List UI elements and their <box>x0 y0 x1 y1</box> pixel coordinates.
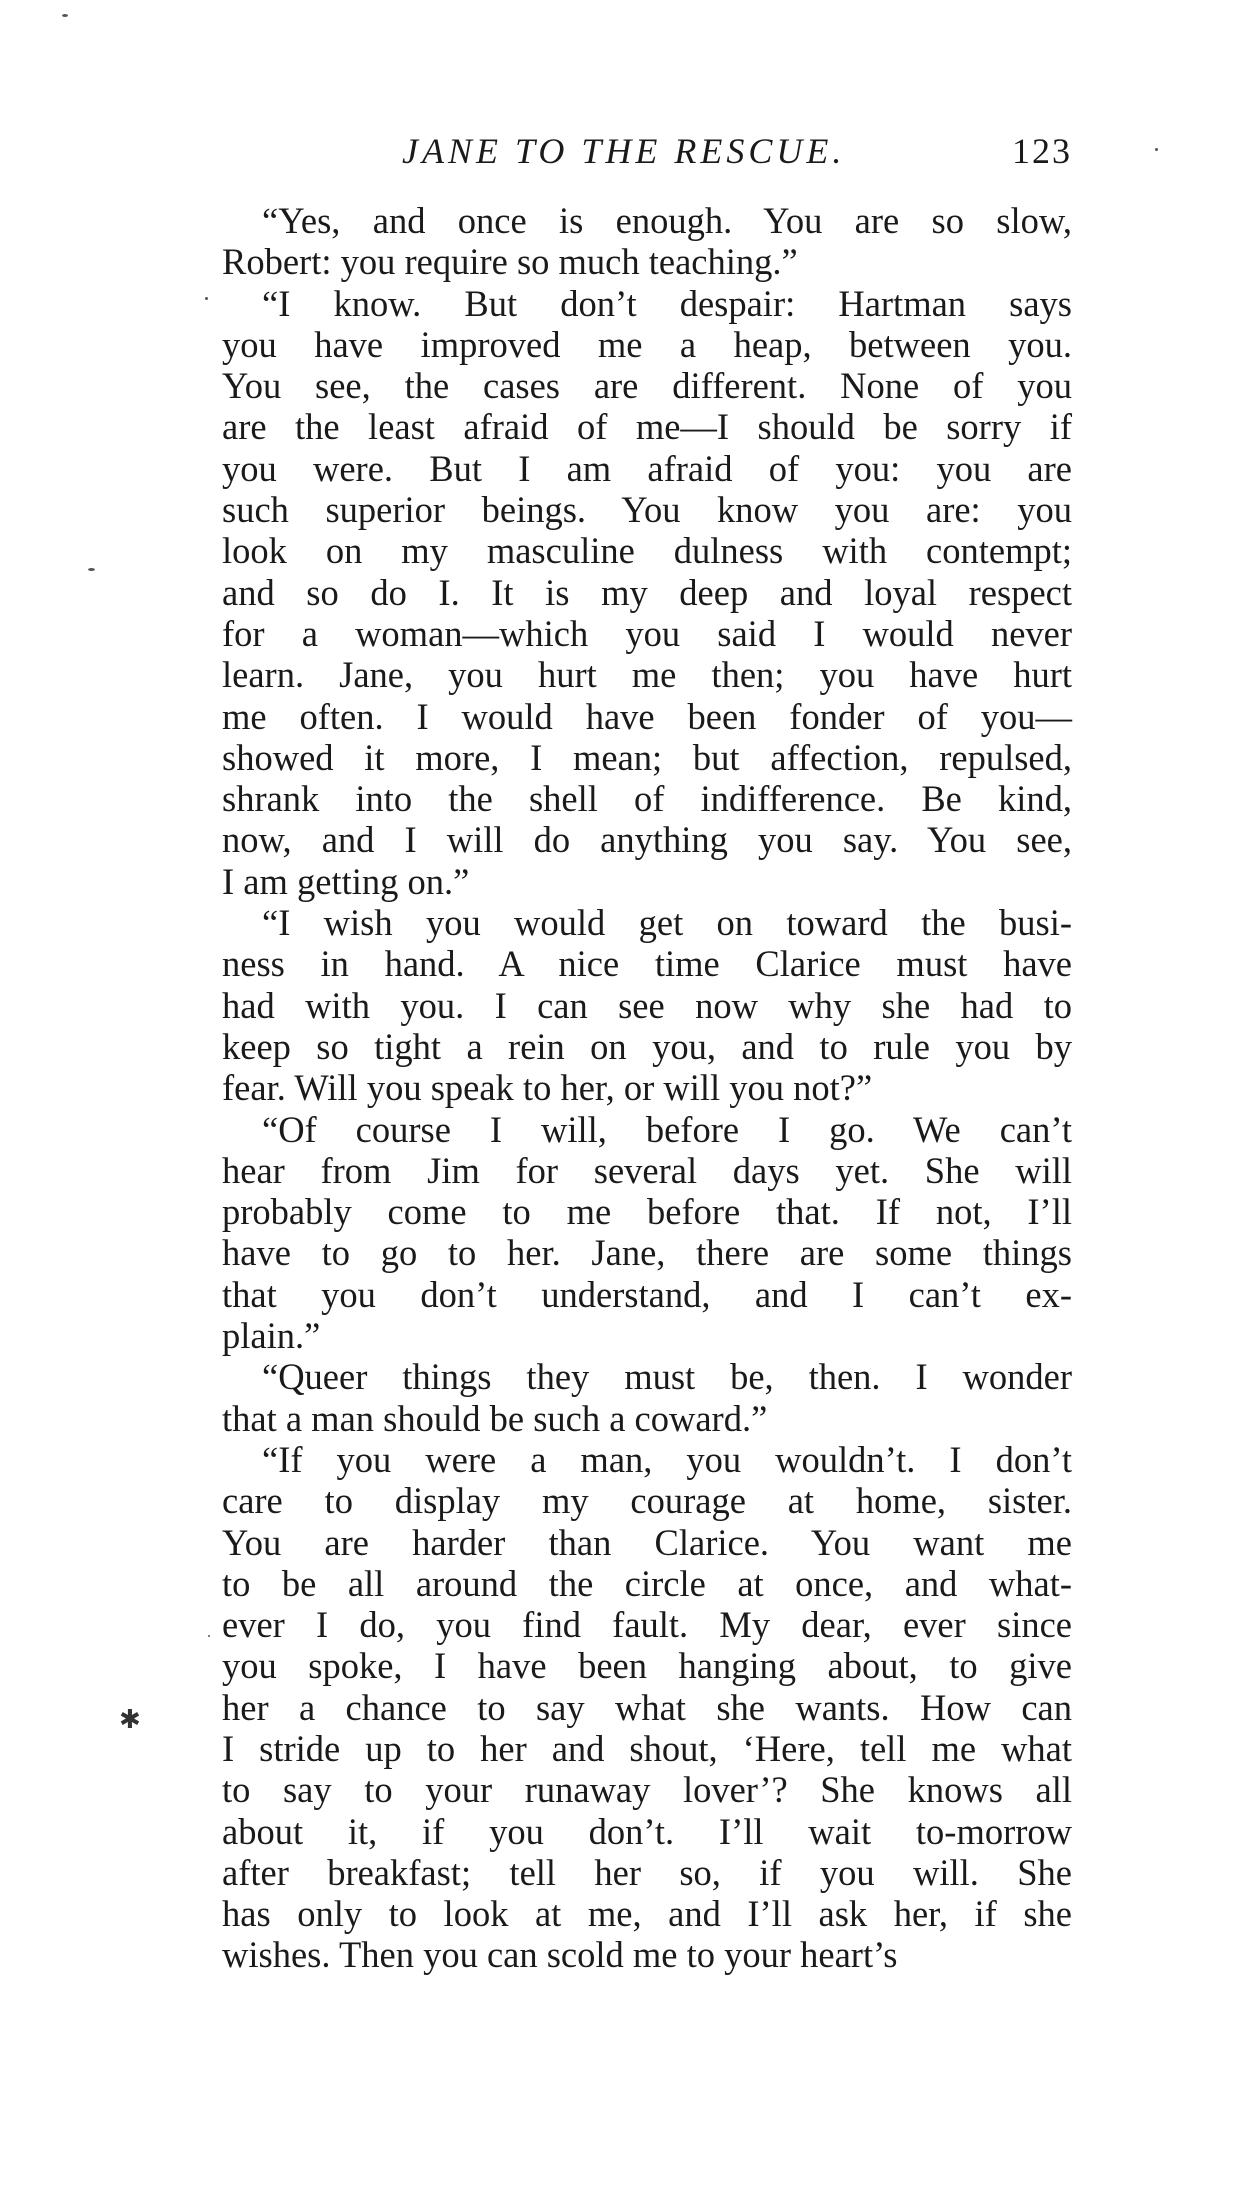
paragraph <box>222 1109 1072 1357</box>
text-line: shrank into the shell of indifference. Be kind, <box>222 778 1072 820</box>
text-line: had with you. I can see now why she had to <box>222 984 1072 1026</box>
text-line: “I wish you would get on toward the busi- <box>262 902 1072 944</box>
text-line: Robert: you require so much teaching.” <box>222 241 798 283</box>
text-line: about it, if you don’t. I’ll wait to-morrow <box>222 1810 1072 1852</box>
text-line: look on my masculine dulness with contempt; <box>222 530 1072 572</box>
text-line: keep so tight a rein on you, and to rule you by <box>222 1025 1072 1067</box>
text-line: “Queer things they must be, then. I wonder <box>262 1356 1072 1398</box>
text-line: have to go to her. Jane, there are some things <box>222 1232 1072 1274</box>
text-line: You are harder than Clarice. You want me <box>222 1521 1072 1563</box>
margin-mark-icon: ✱ <box>119 1705 141 1735</box>
text-line: “I know. But don’t despair: Hartman says <box>262 282 1072 324</box>
page-number: 123 <box>1012 131 1072 171</box>
text-line: ness in hand. A nice time Clarice must have <box>222 943 1072 985</box>
paper-fleck <box>62 14 68 17</box>
text-line: and so do I. It is my deep and loyal respect <box>222 571 1072 613</box>
text-line: me often. I would have been fonder of you— <box>222 695 1072 737</box>
paper-fleck <box>88 568 95 571</box>
paper-fleck <box>205 297 208 300</box>
body-text <box>222 200 1072 1976</box>
text-line: after breakfast; tell her so, if you will. She <box>222 1851 1072 1893</box>
text-line: to say to your runaway lover’? She knows all <box>222 1769 1072 1811</box>
paper-fleck <box>1155 148 1158 151</box>
paragraph <box>222 283 1072 902</box>
text-line: are the least afraid of me—I should be sorry if <box>222 406 1072 448</box>
text-line: I stride up to her and shout, ‘Here, tell me what <box>222 1727 1072 1769</box>
text-line: that you don’t understand, and I can’t ex- <box>222 1273 1072 1315</box>
text-line: now, and I will do anything you say. You see, <box>222 819 1072 861</box>
text-line: plain.” <box>222 1315 321 1357</box>
text-line: that a man should be such a coward.” <box>222 1397 768 1439</box>
text-line: showed it more, I mean; but affection, repulsed, <box>222 736 1072 778</box>
text-line: for a woman—which you said I would never <box>222 612 1072 654</box>
text-line: you have improved me a heap, between you. <box>222 323 1072 365</box>
text-line: fear. Will you speak to her, or will you not?” <box>222 1067 873 1109</box>
text-line: to be all around the circle at once, and what- <box>222 1562 1072 1604</box>
paper-fleck <box>208 1635 210 1637</box>
text-line: “Of course I will, before I go. We can’t <box>262 1108 1072 1150</box>
text-line: care to display my courage at home, sister. <box>222 1480 1072 1522</box>
text-line: “If you were a man, you wouldn’t. I don’t <box>262 1438 1072 1480</box>
running-head <box>222 130 1072 180</box>
text-line: “Yes, and once is enough. You are so slow, <box>262 200 1072 241</box>
text-line: I am getting on.” <box>222 860 470 902</box>
text-line: ever I do, you find fault. My dear, ever since <box>222 1604 1072 1646</box>
text-line: her a chance to say what she wants. How can <box>222 1686 1072 1728</box>
text-line: learn. Jane, you hurt me then; you have hurt <box>222 654 1072 696</box>
text-line: has only to look at me, and I’ll ask her, if she <box>222 1893 1072 1935</box>
paragraph <box>222 200 1072 283</box>
text-line: You see, the cases are different. None of you <box>222 365 1072 407</box>
paragraph <box>222 1356 1072 1439</box>
text-line: wishes. Then you can scold me to your heart’s <box>222 1934 898 1976</box>
running-title: JANE TO THE RESCUE. <box>402 131 846 171</box>
paragraph <box>222 1439 1072 1976</box>
text-line: probably come to me before that. If not, I’ll <box>222 1191 1072 1233</box>
text-line: you spoke, I have been hanging about, to give <box>222 1645 1072 1687</box>
text-line: you were. But I am afraid of you: you are <box>222 447 1072 489</box>
text-line: such superior beings. You know you are: you <box>222 489 1072 531</box>
text-line: hear from Jim for several days yet. She will <box>222 1149 1072 1191</box>
paragraph <box>222 902 1072 1108</box>
